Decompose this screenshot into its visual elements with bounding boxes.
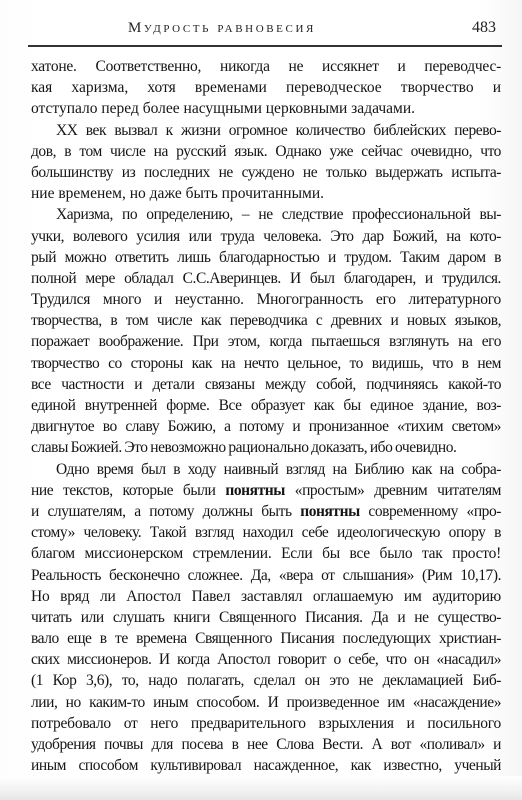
running-title: Мудрость равновесия xyxy=(128,20,316,36)
text-line: читать или слушать книги Священного Писания. Да и не существо- xyxy=(31,608,501,626)
text-line xyxy=(31,480,501,501)
text-line: Реальность бесконечно сложнее. Да, «вера от слышания» (Рим 10,17). xyxy=(31,566,501,584)
text-line: полной мере обладал С.С.Аверинцев. И был благодарен, и трудился. xyxy=(31,269,501,287)
text-line: отступало перед более насущными церковными задачами. xyxy=(31,100,415,118)
text-line: лии, но каким-то иным способом. И произведенное им «насаждение» xyxy=(31,693,501,711)
text-fragment: «простым» древним читателям xyxy=(284,481,501,499)
text-fragment: ние текстов, которые были xyxy=(31,481,226,499)
text-line: рый можно ответить лишь благодарностью и трудом. Таким даром в xyxy=(31,248,501,266)
text-line: хатоне. Соответственно, никогда не иссякнет и переводчес- xyxy=(31,58,501,75)
text-line: Трудился много и неустанно. Многогранность его литературного xyxy=(31,291,501,309)
text-line: единой внутренней форме. Все образует как бы единое здание, воз- xyxy=(31,397,501,414)
text-line: вало еще в те времена Священного Писания последующих христиан- xyxy=(31,630,501,648)
body-text xyxy=(31,56,501,798)
text-line: славы Божией. Это невозможно рационально доказать, ибо очевидно. xyxy=(31,439,457,457)
text-line: стому» человеку. Такой взгляд находил себе идеологическую опору в xyxy=(31,524,501,542)
text-line: все частности и детали связаны между собой, подчиняясь какой-то xyxy=(31,375,501,393)
text-line: творчество со стороны как на нечто цельное, то видишь, что в нем xyxy=(31,354,501,372)
text-line: творчества, в том числе как переводчика с древних и новых языков, xyxy=(31,312,501,330)
text-line: кая харизма, хотя временами переводческое творчество и xyxy=(31,79,501,97)
text-line: учки, волевого усилия или труда человека. Это дар Божий, на кото- xyxy=(31,227,501,245)
text-line: Но вряд ли Апостол Павел заставлял оглашаемую им аудиторию xyxy=(31,587,501,605)
text-line: иным способом культивировал насажденное, как известно, ученый xyxy=(31,757,501,775)
text-line: двигнутое во славу Божию, а потому и пронизанное «тихим светом» xyxy=(31,418,501,436)
text-line xyxy=(31,501,501,522)
text-line: удобрения почвы для посева в нее Слова Вести. А вот «поливал» и xyxy=(31,736,501,753)
text-fragment: современному «про- xyxy=(359,502,501,520)
page-bottom-edge xyxy=(0,776,522,800)
text-line: потребовало от него предварительного взрыхления и посильного xyxy=(31,714,501,732)
text-line: дов, в том числе на русский язык. Однако уже сейчас очевидно, что xyxy=(31,142,501,160)
text-line: XX век вызвал к жизни огромное количество библейских перево- xyxy=(56,121,501,139)
page-number: 483 xyxy=(472,19,496,36)
emphasis-text: понятны xyxy=(300,502,360,520)
text-line: большинству из последних не суждено не только выдержать испыта- xyxy=(31,163,501,181)
text-line: поражает воображение. При этом, когда пытаешься взглянуть на его xyxy=(31,333,501,351)
text-fragment: и слушателям, а потому должны быть xyxy=(31,502,301,520)
page-header xyxy=(28,10,502,42)
emphasis-text: понятны xyxy=(225,481,285,499)
text-line: Одно время был в ходу наивный взгляд на Библию как на собра- xyxy=(56,460,501,478)
text-line: (1 Кор 3,6), то, надо полагать, сделал он это не декламацией Биб- xyxy=(31,672,501,690)
text-line: ских миссионеров. И когда Апостол говорит о себе, что он «насадил» xyxy=(31,651,501,669)
text-line: Харизма, по определению, – не следствие профессиональной вы- xyxy=(56,206,501,224)
header-rule xyxy=(28,45,502,47)
text-line: благом миссионерском стремлении. Если бы все было так просто! xyxy=(31,545,501,563)
text-line: ние временем, но даже быть прочитанными. xyxy=(31,185,324,203)
